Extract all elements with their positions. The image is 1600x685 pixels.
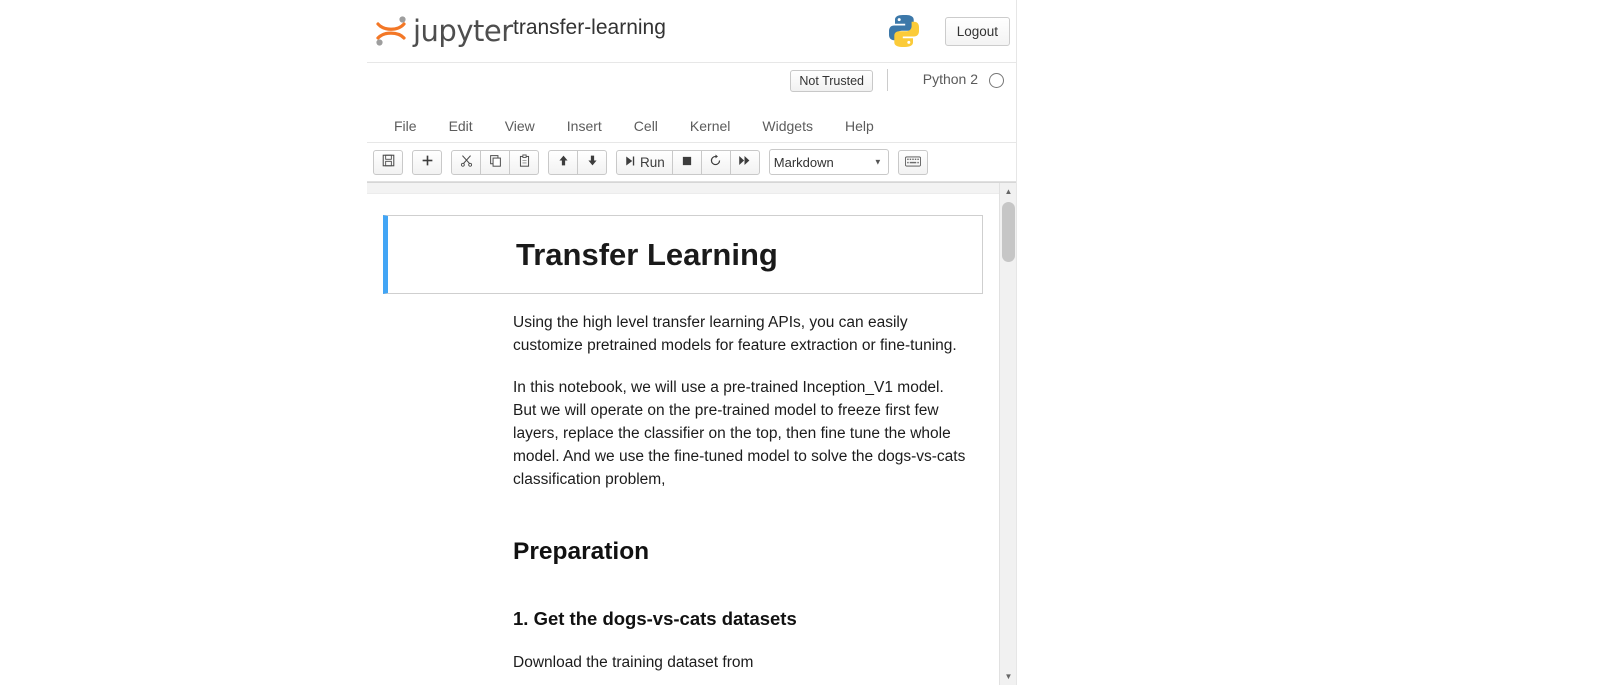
- scroll-up-arrow-icon[interactable]: ▲: [1000, 183, 1017, 200]
- jupyter-notebook-window: [367, 0, 1017, 685]
- vertical-scrollbar[interactable]: [999, 183, 1016, 685]
- arrow-up-icon: [557, 154, 570, 170]
- kernel-idle-indicator-icon: [989, 73, 1004, 88]
- menu-view[interactable]: View: [504, 118, 535, 134]
- scissors-icon: [460, 154, 473, 170]
- save-button[interactable]: [373, 150, 403, 175]
- menu-widgets[interactable]: Widgets: [762, 118, 813, 134]
- save-group: [373, 150, 403, 175]
- notebook-cell-heading[interactable]: [367, 215, 999, 294]
- notebook-cell-markdown-body[interactable]: [367, 294, 967, 675]
- restart-and-run-all-button[interactable]: [730, 150, 760, 175]
- arrow-down-icon: [586, 154, 599, 170]
- move-cell-down-button[interactable]: [577, 150, 607, 175]
- insert-cell-group: [412, 150, 442, 175]
- jupyter-logo[interactable]: [371, 11, 513, 51]
- cut-cell-button[interactable]: [451, 150, 481, 175]
- move-group: [548, 150, 607, 175]
- notebook-scroll-area[interactable]: [367, 182, 1016, 685]
- menu-help[interactable]: Help: [844, 118, 874, 134]
- play-icon: [624, 155, 636, 170]
- plus-icon: [421, 154, 434, 170]
- menu-edit[interactable]: Edit: [448, 118, 473, 134]
- paste-cell-button[interactable]: [509, 150, 539, 175]
- cell-type-select[interactable]: [769, 149, 889, 175]
- menu-kernel[interactable]: Kernel: [689, 118, 731, 134]
- interrupt-kernel-button[interactable]: [672, 150, 702, 175]
- paragraph-intro: Using the high level transfer learning APIs, you can easily customize pretrained models for feature extraction or fine-tuning.: [513, 314, 957, 354]
- trust-status-badge[interactable]: Not Trusted: [790, 70, 873, 92]
- notebook-header: [367, 0, 1016, 63]
- logout-button[interactable]: Logout: [945, 17, 1010, 46]
- floppy-disk-icon: [382, 154, 395, 170]
- insert-cell-below-button[interactable]: [412, 150, 442, 175]
- toolbar: [367, 143, 1016, 182]
- selected-cell-outline[interactable]: [383, 215, 983, 294]
- run-cell-label: Run: [640, 154, 665, 170]
- python-logo-icon: [887, 12, 921, 50]
- cell-type-select-wrapper: [769, 149, 889, 175]
- copy-icon: [489, 154, 502, 170]
- move-cell-up-button[interactable]: [548, 150, 578, 175]
- section-heading-preparation: Preparation: [513, 537, 650, 565]
- notebook-cells-container: [367, 195, 999, 685]
- stop-square-icon: [681, 155, 693, 170]
- keyboard-icon: [905, 155, 921, 170]
- kernel-name-label: Python 2: [922, 71, 978, 87]
- run-cell-button[interactable]: [616, 150, 673, 175]
- menu-file[interactable]: File: [394, 118, 417, 134]
- menu-bar: [367, 109, 1016, 143]
- notebook-title[interactable]: transfer-learning: [513, 16, 666, 39]
- cell-heading-title: Transfer Learning: [516, 236, 778, 272]
- restart-circle-icon: [709, 154, 722, 170]
- fast-forward-icon: [738, 154, 751, 170]
- jupyter-logo-text: jupyter: [413, 13, 513, 48]
- clipboard-icon: [518, 154, 531, 170]
- edit-group: [451, 150, 539, 175]
- restart-kernel-button[interactable]: [701, 150, 731, 175]
- paragraph-description: In this notebook, we will use a pre-trained Inception_V1 model. But we will operate on the pre-trained model to freeze first few layers, replace the classifier on the top, then fine tune the whole model. And we use the fine-tuned model to solve the dogs-vs-cats classification problem,: [513, 378, 966, 488]
- paragraph-download: Download the training dataset from: [513, 653, 754, 671]
- menu-insert[interactable]: Insert: [566, 118, 602, 134]
- open-command-palette-button[interactable]: [898, 150, 928, 175]
- notebook-top-shade: [367, 183, 1016, 194]
- copy-cell-button[interactable]: [480, 150, 510, 175]
- run-group: [616, 150, 760, 175]
- jupyter-logo-icon: [371, 11, 411, 51]
- scrollbar-thumb[interactable]: [1002, 202, 1015, 262]
- divider: [887, 69, 888, 91]
- notebook-status-strip: [367, 63, 1016, 109]
- subsection-heading-get-datasets: 1. Get the dogs-vs-cats datasets: [513, 607, 797, 629]
- scroll-down-arrow-icon[interactable]: ▼: [1000, 668, 1017, 685]
- menu-cell[interactable]: Cell: [633, 118, 658, 134]
- command-palette-group: [898, 150, 928, 175]
